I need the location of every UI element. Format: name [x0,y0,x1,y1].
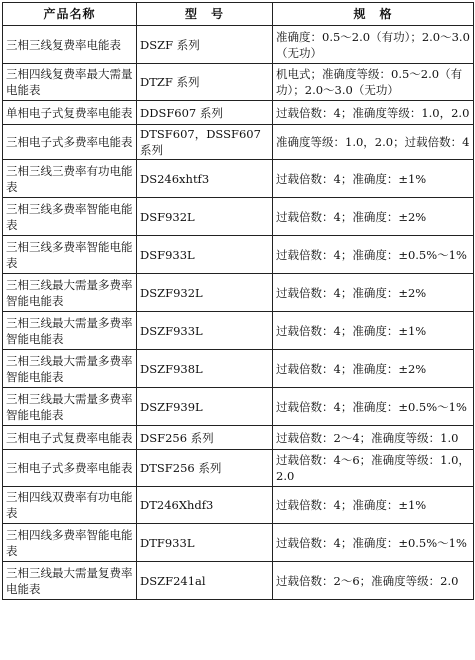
model-cell: DDSF607 系列 [137,101,273,125]
model-cell: DSZF241al [137,562,273,600]
model-cell: DSF933L [137,236,273,274]
product-name-cell: 三相四线复费率最大需量电能表 [3,64,137,101]
product-name-cell: 三相三线最大需量多费率智能电能表 [3,350,137,388]
spec-cell: 机电式；准确度等级：0.5～2.0（有功）；2.0～3.0（无功） [273,64,474,101]
spec-cell: 过载倍数：2～6；准确度等级：2.0 [273,562,474,600]
model-cell: DSZF932L [137,274,273,312]
product-name-cell: 三相三线多费率智能电能表 [3,198,137,236]
spec-table [2,2,474,600]
product-name-cell: 三相三线多费率智能电能表 [3,236,137,274]
spec-cell: 过载倍数：4；准确度：±2% [273,350,474,388]
header-spec: 规 格 [273,3,474,26]
table-row [3,101,474,125]
table-row [3,198,474,236]
product-name-cell: 三相电子式多费率电能表 [3,450,137,487]
header-model: 型 号 [137,3,273,26]
product-name-cell: 三相三线三费率有功电能表 [3,160,137,198]
table-row [3,487,474,524]
spec-cell: 过载倍数：4；准确度：±1% [273,312,474,350]
model-cell: DSZF938L [137,350,273,388]
spec-cell: 过载倍数：4；准确度：±1% [273,487,474,524]
model-cell: DTZF 系列 [137,64,273,101]
product-name-cell: 三相电子式复费率电能表 [3,426,137,450]
model-cell: DT246Xhdf3 [137,487,273,524]
table-row [3,450,474,487]
table-row [3,350,474,388]
spec-cell: 过载倍数：4；准确度：±0.5%～1% [273,236,474,274]
product-name-cell: 三相四线双费率有功电能表 [3,487,137,524]
table-row [3,125,474,160]
product-name-cell: 三相电子式多费率电能表 [3,125,137,160]
model-cell: DSZF933L [137,312,273,350]
table-row [3,274,474,312]
product-name-cell: 三相四线多费率智能电能表 [3,524,137,562]
model-cell: DTF933L [137,524,273,562]
spec-cell: 过载倍数：4；准确度：±1% [273,160,474,198]
model-cell: DSF256 系列 [137,426,273,450]
table-row [3,312,474,350]
table-row [3,236,474,274]
header-product-name: 产品名称 [3,3,137,26]
model-cell: DSF932L [137,198,273,236]
product-name-cell: 单相电子式复费率电能表 [3,101,137,125]
model-cell: DS246xhtf3 [137,160,273,198]
product-name-cell: 三相三线最大需量多费率智能电能表 [3,388,137,426]
header-row [3,3,474,26]
table-body [3,26,474,600]
spec-cell: 准确度：0.5～2.0（有功）；2.0～3.0（无功） [273,26,474,64]
spec-cell: 过载倍数：4；准确度：±0.5%～1% [273,388,474,426]
product-name-cell: 三相三线最大需量多费率智能电能表 [3,312,137,350]
spec-cell: 准确度等级：1.0，2.0；过载倍数：4 [273,125,474,160]
model-cell: DTSF607，DSSF607 系列 [137,125,273,160]
product-name-cell: 三相三线最大需量多费率智能电能表 [3,274,137,312]
table-row [3,64,474,101]
table-row [3,562,474,600]
product-name-cell: 三相三线最大需量复费率电能表 [3,562,137,600]
spec-cell: 过载倍数：4；准确度：±2% [273,274,474,312]
table-row [3,426,474,450]
spec-cell: 过载倍数：4；准确度：±2% [273,198,474,236]
model-cell: DSZF 系列 [137,26,273,64]
model-cell: DTSF256 系列 [137,450,273,487]
product-name-cell: 三相三线复费率电能表 [3,26,137,64]
spec-cell: 过载倍数：4～6；准确度等级：1.0，2.0 [273,450,474,487]
table-row [3,524,474,562]
table-row [3,26,474,64]
spec-cell: 过载倍数：4；准确度：±0.5%～1% [273,524,474,562]
spec-cell: 过载倍数：2～4；准确度等级：1.0 [273,426,474,450]
spec-cell: 过载倍数：4；准确度等级：1.0，2.0 [273,101,474,125]
table-row [3,388,474,426]
model-cell: DSZF939L [137,388,273,426]
table-row [3,160,474,198]
